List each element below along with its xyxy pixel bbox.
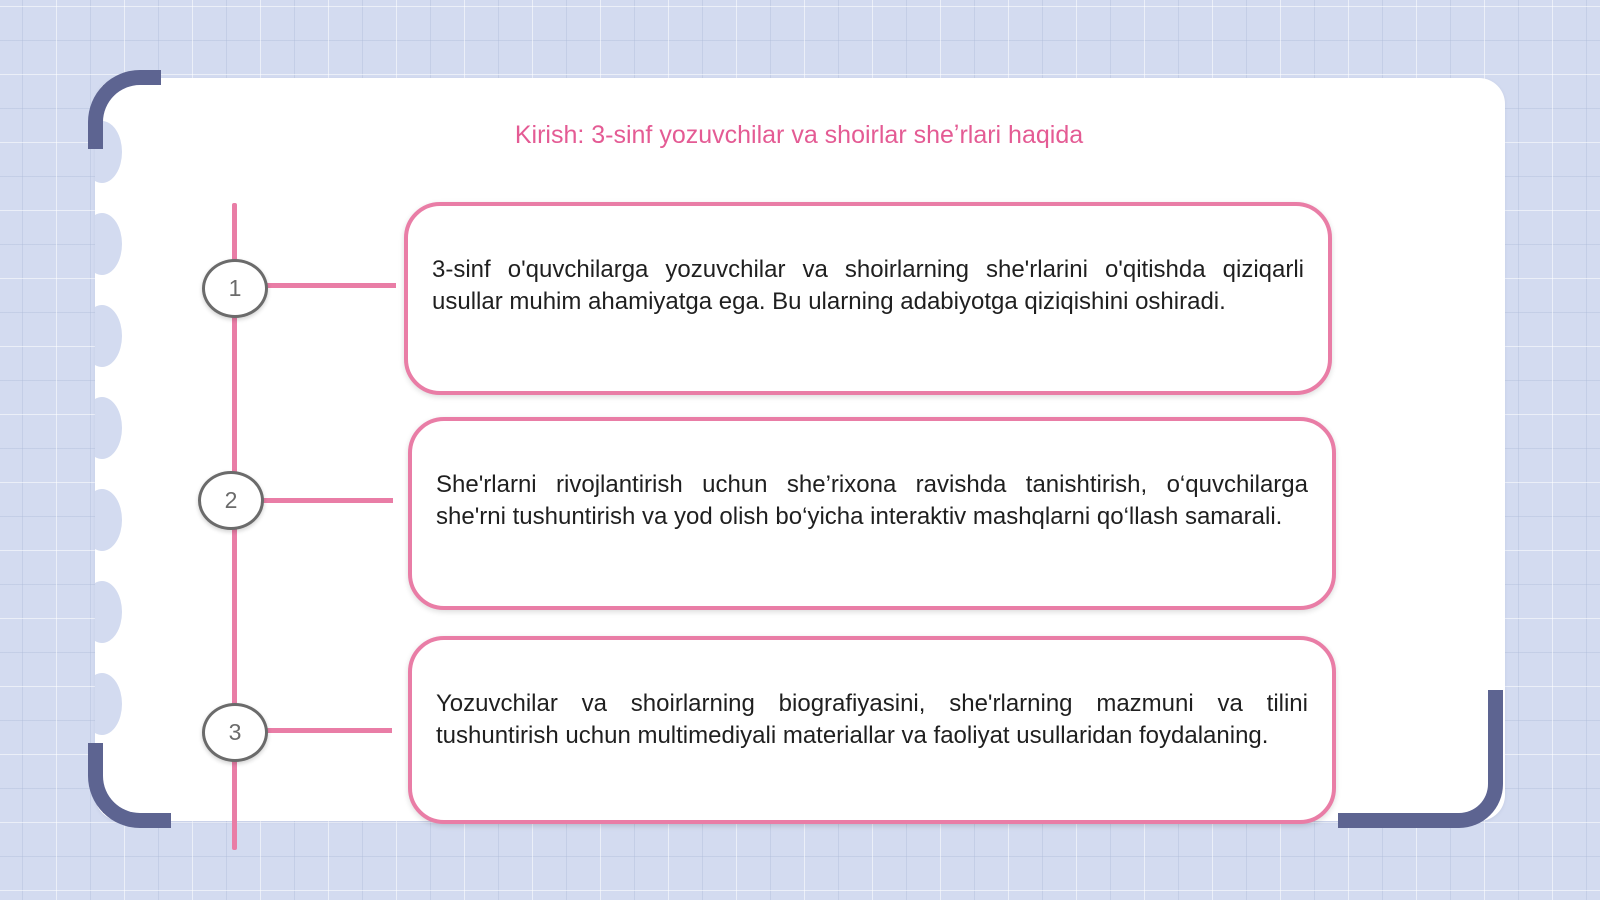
- paper-scallop: [95, 397, 122, 459]
- step-card-text: She'rlarni rivojlantirish uchun she’rixona ravishda tanishtirish, o‘quvchilarga she'rni tushuntirish va yod olish bo‘yicha interaktiv mashqlarni qo‘llash samarali.: [436, 471, 1308, 530]
- corner-bracket-bottom-left: [88, 743, 171, 828]
- paper-scallop: [95, 213, 122, 275]
- corner-bracket-bottom-right: [1338, 690, 1503, 828]
- paper-scallop: [95, 489, 122, 551]
- step-card-text: 3-sinf o'quvchilarga yozuvchilar va shoirlarning she'rlarini o'qitishda qiziqarli usullar muhim ahamiyatga ega. Bu ularning adabiyotga qiziqishini oshiradi.: [432, 256, 1304, 315]
- step-card: [408, 417, 1336, 610]
- paper-scallop: [95, 305, 122, 367]
- timeline-connector: [264, 283, 396, 288]
- paper-scallop: [95, 581, 122, 643]
- paper-scallop: [95, 673, 122, 735]
- step-card: [404, 202, 1332, 395]
- slide-title: Kirish: 3-sinf yozuvchilar va shoirlar sheʼrlari haqida: [514, 121, 1084, 149]
- step-card: [408, 636, 1336, 824]
- timeline-connector: [261, 498, 393, 503]
- step-number: 1: [228, 275, 242, 301]
- step-number-circle: [202, 259, 268, 318]
- timeline-connector: [264, 728, 392, 733]
- step-number: 3: [228, 719, 242, 745]
- step-number: 2: [224, 487, 238, 513]
- step-card-text: Yozuvchilar va shoirlarning biografiyasini, she'rlarning mazmuni va tilini tushuntirish uchun multimediyali materiallar va faoliyat usullaridan foydalaning.: [436, 690, 1308, 749]
- step-number-circle: [198, 471, 264, 530]
- step-number-circle: [202, 703, 268, 762]
